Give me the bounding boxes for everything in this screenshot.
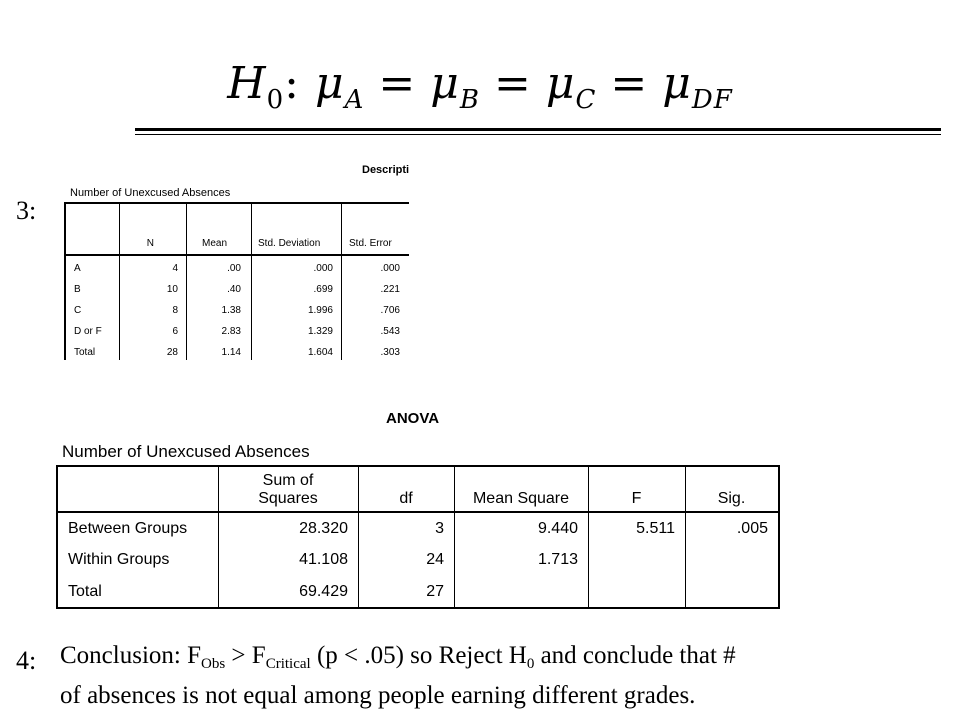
anova-cell-df: 24 bbox=[426, 551, 444, 568]
anova-header-ss-line1: Sum of bbox=[262, 472, 314, 489]
descriptives-header-n: N bbox=[146, 238, 154, 249]
mu-subscript-c: C bbox=[575, 85, 597, 115]
descriptives-cell-mean: .40 bbox=[227, 284, 241, 295]
anova-title: ANOVA bbox=[386, 410, 440, 427]
anova-cell-ss: 41.108 bbox=[299, 551, 348, 568]
descriptives-cell-mean: 2.83 bbox=[221, 326, 241, 337]
descriptives-title: Descripti bbox=[362, 164, 409, 176]
anova-caption: Number of Unexcused Absences bbox=[62, 442, 310, 461]
anova-header-mean-square: Mean Square bbox=[472, 490, 570, 507]
descriptives-cell-sd: .699 bbox=[313, 284, 333, 295]
mu-symbol: μ bbox=[430, 58, 460, 109]
mu-symbol: μ bbox=[662, 58, 692, 109]
descriptives-cell-mean: 1.14 bbox=[221, 347, 241, 358]
title-divider-thick bbox=[135, 128, 941, 131]
descriptives-cell-sd: 1.996 bbox=[307, 305, 333, 316]
anova-row-label: Between Groups bbox=[68, 520, 188, 537]
descriptives-cell-se: .706 bbox=[380, 305, 400, 316]
grid-line bbox=[66, 254, 409, 256]
descriptives-header-mean: Mean bbox=[202, 238, 228, 249]
anova-cell-f: 5.511 bbox=[636, 520, 675, 537]
descriptives-cell-sd: 1.329 bbox=[307, 326, 333, 337]
descriptives-header-sd: Std. Deviation bbox=[258, 238, 321, 249]
null-hypothesis bbox=[0, 58, 960, 115]
title-divider-thin bbox=[135, 134, 941, 135]
descriptives-row-label: A bbox=[74, 263, 81, 274]
anova-header-df: df bbox=[399, 490, 413, 507]
descriptives-header-se: Std. Error bbox=[349, 238, 392, 249]
equals-sign: = bbox=[378, 58, 417, 109]
descriptives-row-label: B bbox=[74, 284, 81, 295]
descriptives-cell-sd: 1.604 bbox=[307, 347, 333, 358]
step-4-label: 4: bbox=[16, 646, 37, 675]
descriptives-cell-mean: .00 bbox=[227, 263, 241, 274]
descriptives-caption: Number of Unexcused Absences bbox=[70, 187, 231, 199]
grid-line bbox=[58, 511, 778, 513]
descriptives-cell-mean: 1.38 bbox=[221, 305, 241, 316]
anova-cell-ms: 9.440 bbox=[537, 520, 578, 537]
conclusion-prefix: Conclusion: F bbox=[60, 642, 201, 669]
anova-cell-df: 3 bbox=[435, 520, 444, 537]
conclusion-line1-end: and conclude that # bbox=[534, 642, 736, 669]
descriptives-row-label: D or F bbox=[74, 326, 102, 337]
descriptives-table bbox=[64, 158, 409, 360]
equals-sign: = bbox=[610, 58, 649, 109]
anova-cell-ms: 1.713 bbox=[537, 551, 578, 568]
anova-header-sum-of-squares bbox=[218, 472, 358, 508]
mu-symbol: μ bbox=[545, 58, 576, 109]
hypothesis-h-subscript: 0 bbox=[266, 85, 285, 115]
grid-line bbox=[119, 204, 120, 360]
conclusion-text bbox=[60, 640, 950, 712]
descriptives-cell-n: 8 bbox=[172, 305, 178, 316]
descriptives-cell-se: .221 bbox=[380, 284, 400, 295]
f-critical-subscript: Critical bbox=[265, 656, 311, 672]
mu-subscript-b: B bbox=[459, 85, 480, 115]
f-obs-subscript: Obs bbox=[201, 656, 226, 672]
hypothesis-colon: : bbox=[284, 58, 300, 109]
h0-subscript: 0 bbox=[526, 656, 535, 672]
conclusion-comparison: > F bbox=[225, 642, 266, 669]
anova-header-sig: Sig. bbox=[717, 490, 746, 507]
anova-row-label: Within Groups bbox=[68, 551, 170, 568]
conclusion-decision: (p < .05) so Reject H bbox=[310, 642, 527, 669]
descriptives-grid bbox=[64, 202, 409, 360]
descriptives-cell-n: 6 bbox=[172, 326, 178, 337]
conclusion-line-1 bbox=[60, 640, 950, 680]
grid-line bbox=[341, 204, 342, 360]
anova-header-f: F bbox=[631, 490, 642, 507]
anova-cell-ss: 69.429 bbox=[299, 583, 348, 600]
anova-cell-df: 27 bbox=[426, 583, 444, 600]
step-3-label: 3: bbox=[16, 196, 37, 225]
descriptives-row-label: Total bbox=[74, 347, 96, 358]
descriptives-cell-se: .303 bbox=[380, 347, 400, 358]
descriptives-cell-se: .000 bbox=[380, 263, 400, 274]
anova-row-label: Total bbox=[68, 583, 102, 600]
descriptives-cell-se: .543 bbox=[380, 326, 400, 337]
grid-line bbox=[251, 204, 252, 360]
descriptives-cell-n: 28 bbox=[166, 347, 178, 358]
equals-sign: = bbox=[493, 58, 532, 109]
descriptives-cell-n: 4 bbox=[172, 263, 178, 274]
hypothesis-h: H bbox=[227, 58, 267, 109]
mu-subscript-a: A bbox=[344, 85, 365, 115]
descriptives-cell-n: 10 bbox=[166, 284, 178, 295]
mu-symbol: μ bbox=[315, 58, 345, 109]
conclusion-line-2: of absences is not equal among people earning different grades. bbox=[60, 682, 696, 709]
descriptives-row-label: C bbox=[74, 305, 82, 316]
mu-subscript-df: DF bbox=[691, 85, 733, 115]
anova-cell-sig: .005 bbox=[736, 520, 768, 537]
anova-cell-ss: 28.320 bbox=[299, 520, 348, 537]
anova-header-ss-line2: Squares bbox=[258, 490, 318, 507]
descriptives-cell-sd: .000 bbox=[313, 263, 333, 274]
grid-line bbox=[186, 204, 187, 360]
anova-table bbox=[56, 465, 780, 609]
